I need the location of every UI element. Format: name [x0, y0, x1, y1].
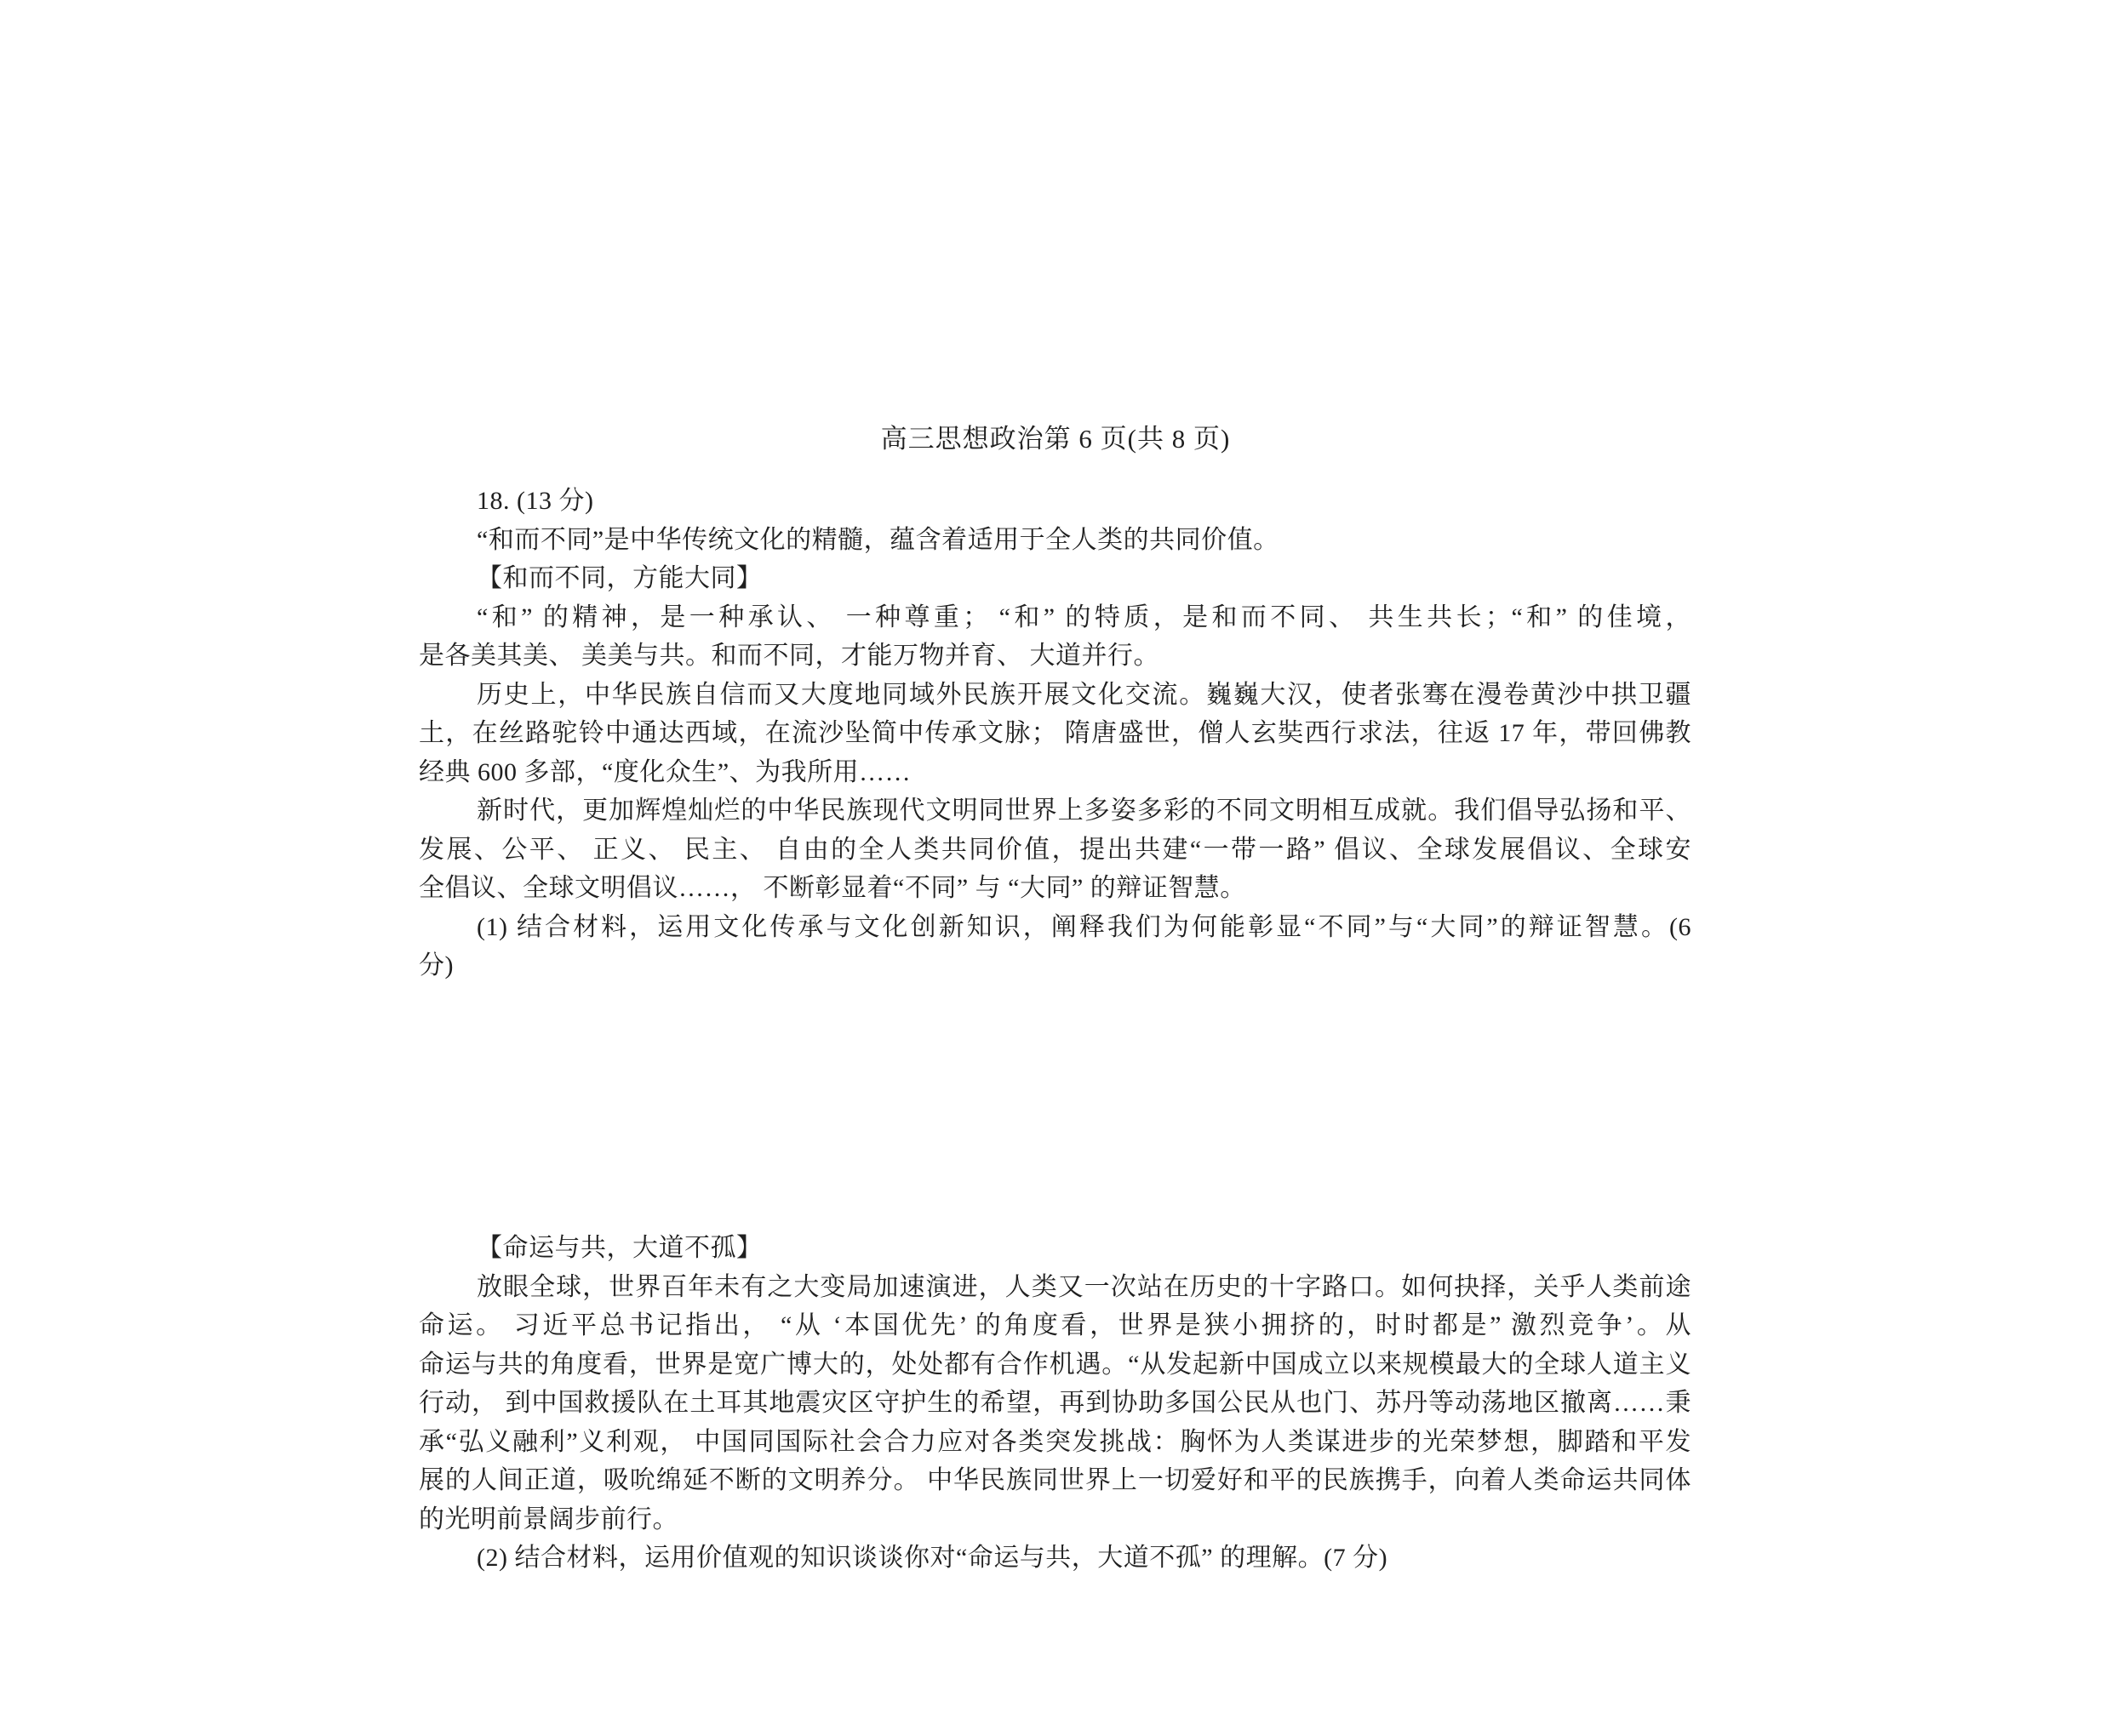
- text-line: 展的人间正道，吸吮绵延不断的文明养分。 中华民族同世界上一切爱好和平的民族携手，向着人类命运共同体: [419, 1466, 1691, 1494]
- sub-question-2-line: (2) 结合材料，运用价值观的知识谈谈你对“命运与共，大道不孤” 的理解。(7 分): [477, 1544, 1388, 1572]
- sub-question-1-line: 分): [419, 951, 454, 979]
- text-line: 放眼全球，世界百年未有之大变局加速演进，人类又一次站在历史的十字路口。如何抉择，关乎人类前途: [477, 1272, 1691, 1301]
- question-number-line: 18. (13 分): [477, 487, 594, 515]
- text-line: “和而不同”是中华传统文化的精髓，蕴含着适用于全人类的共同价值。: [477, 525, 1279, 554]
- text-line: “和” 的精神，是一种承认、 一种尊重； “和” 的特质，是和而不同、 共生共长；“和” 的佳境，: [477, 602, 1691, 631]
- section-title-line: 【和而不同，方能大同】: [477, 564, 763, 592]
- text-line: 行动， 到中国救援队在土耳其地震灾区守护生的希望，再到协助多国公民从也门、苏丹等动荡地区撤离……秉: [419, 1389, 1691, 1417]
- text-line: 新时代，更加辉煌灿烂的中华民族现代文明同世界上多姿多彩的不同文明相互成就。我们倡导弘扬和平、: [477, 797, 1691, 825]
- question-18-block: [419, 482, 1691, 985]
- page-header: 高三思想政治第 6 页(共 8 页): [880, 424, 1231, 454]
- text-line: 土，在丝路驼铃中通达西域，在流沙坠简中传承文脉； 隋唐盛世，僧人玄奘西行求法，往返 17 年，带回佛教: [419, 719, 1691, 747]
- text-line: 全倡议、全球文明倡议……， 不断彰显着“不同” 与 “大同” 的辩证智慧。: [419, 874, 1246, 902]
- sub-question-1-line: (1) 结合材料，运用文化传承与文化创新知识，阐释我们为何能彰显“不同”与“大同”的辩证智慧。(6: [477, 912, 1691, 941]
- text-line: 命运。 习近平总书记指出， “从 ‘本国优先’ 的角度看，世界是狭小拥挤的，时时都是” 激烈竞争’。从: [419, 1311, 1691, 1339]
- text-line: 命运与共的角度看，世界是宽广博大的，处处都有合作机遇。“从发起新中国成立以来规模最大的全球人道主义: [419, 1350, 1691, 1379]
- text-line: 是各美其美、 美美与共。和而不同，才能万物并育、 大道并行。: [419, 642, 1159, 670]
- question-18-part2-block: [419, 1229, 1691, 1578]
- text-line: 的光明前景阔步前行。: [419, 1505, 678, 1533]
- section-title-line: 【命运与共，大道不孤】: [477, 1234, 763, 1262]
- text-line: 历史上，中华民族自信而又大度地同域外民族开展文化交流。巍巍大汉，使者张骞在漫卷黄沙中拱卫疆: [477, 680, 1691, 709]
- text-line: 经典 600 多部，“度化众生”、为我所用……: [419, 757, 912, 786]
- text-line: 发展、公平、 正义、 民主、 自由的全人类共同价值，提出共建“一带一路” 倡议、全球发展倡议、全球安: [419, 835, 1691, 864]
- text-line: 承“弘义融利”义利观， 中国同国际社会合力应对各类突发挑战：胸怀为人类谋进步的光荣梦想，脚踏和平发: [419, 1427, 1691, 1456]
